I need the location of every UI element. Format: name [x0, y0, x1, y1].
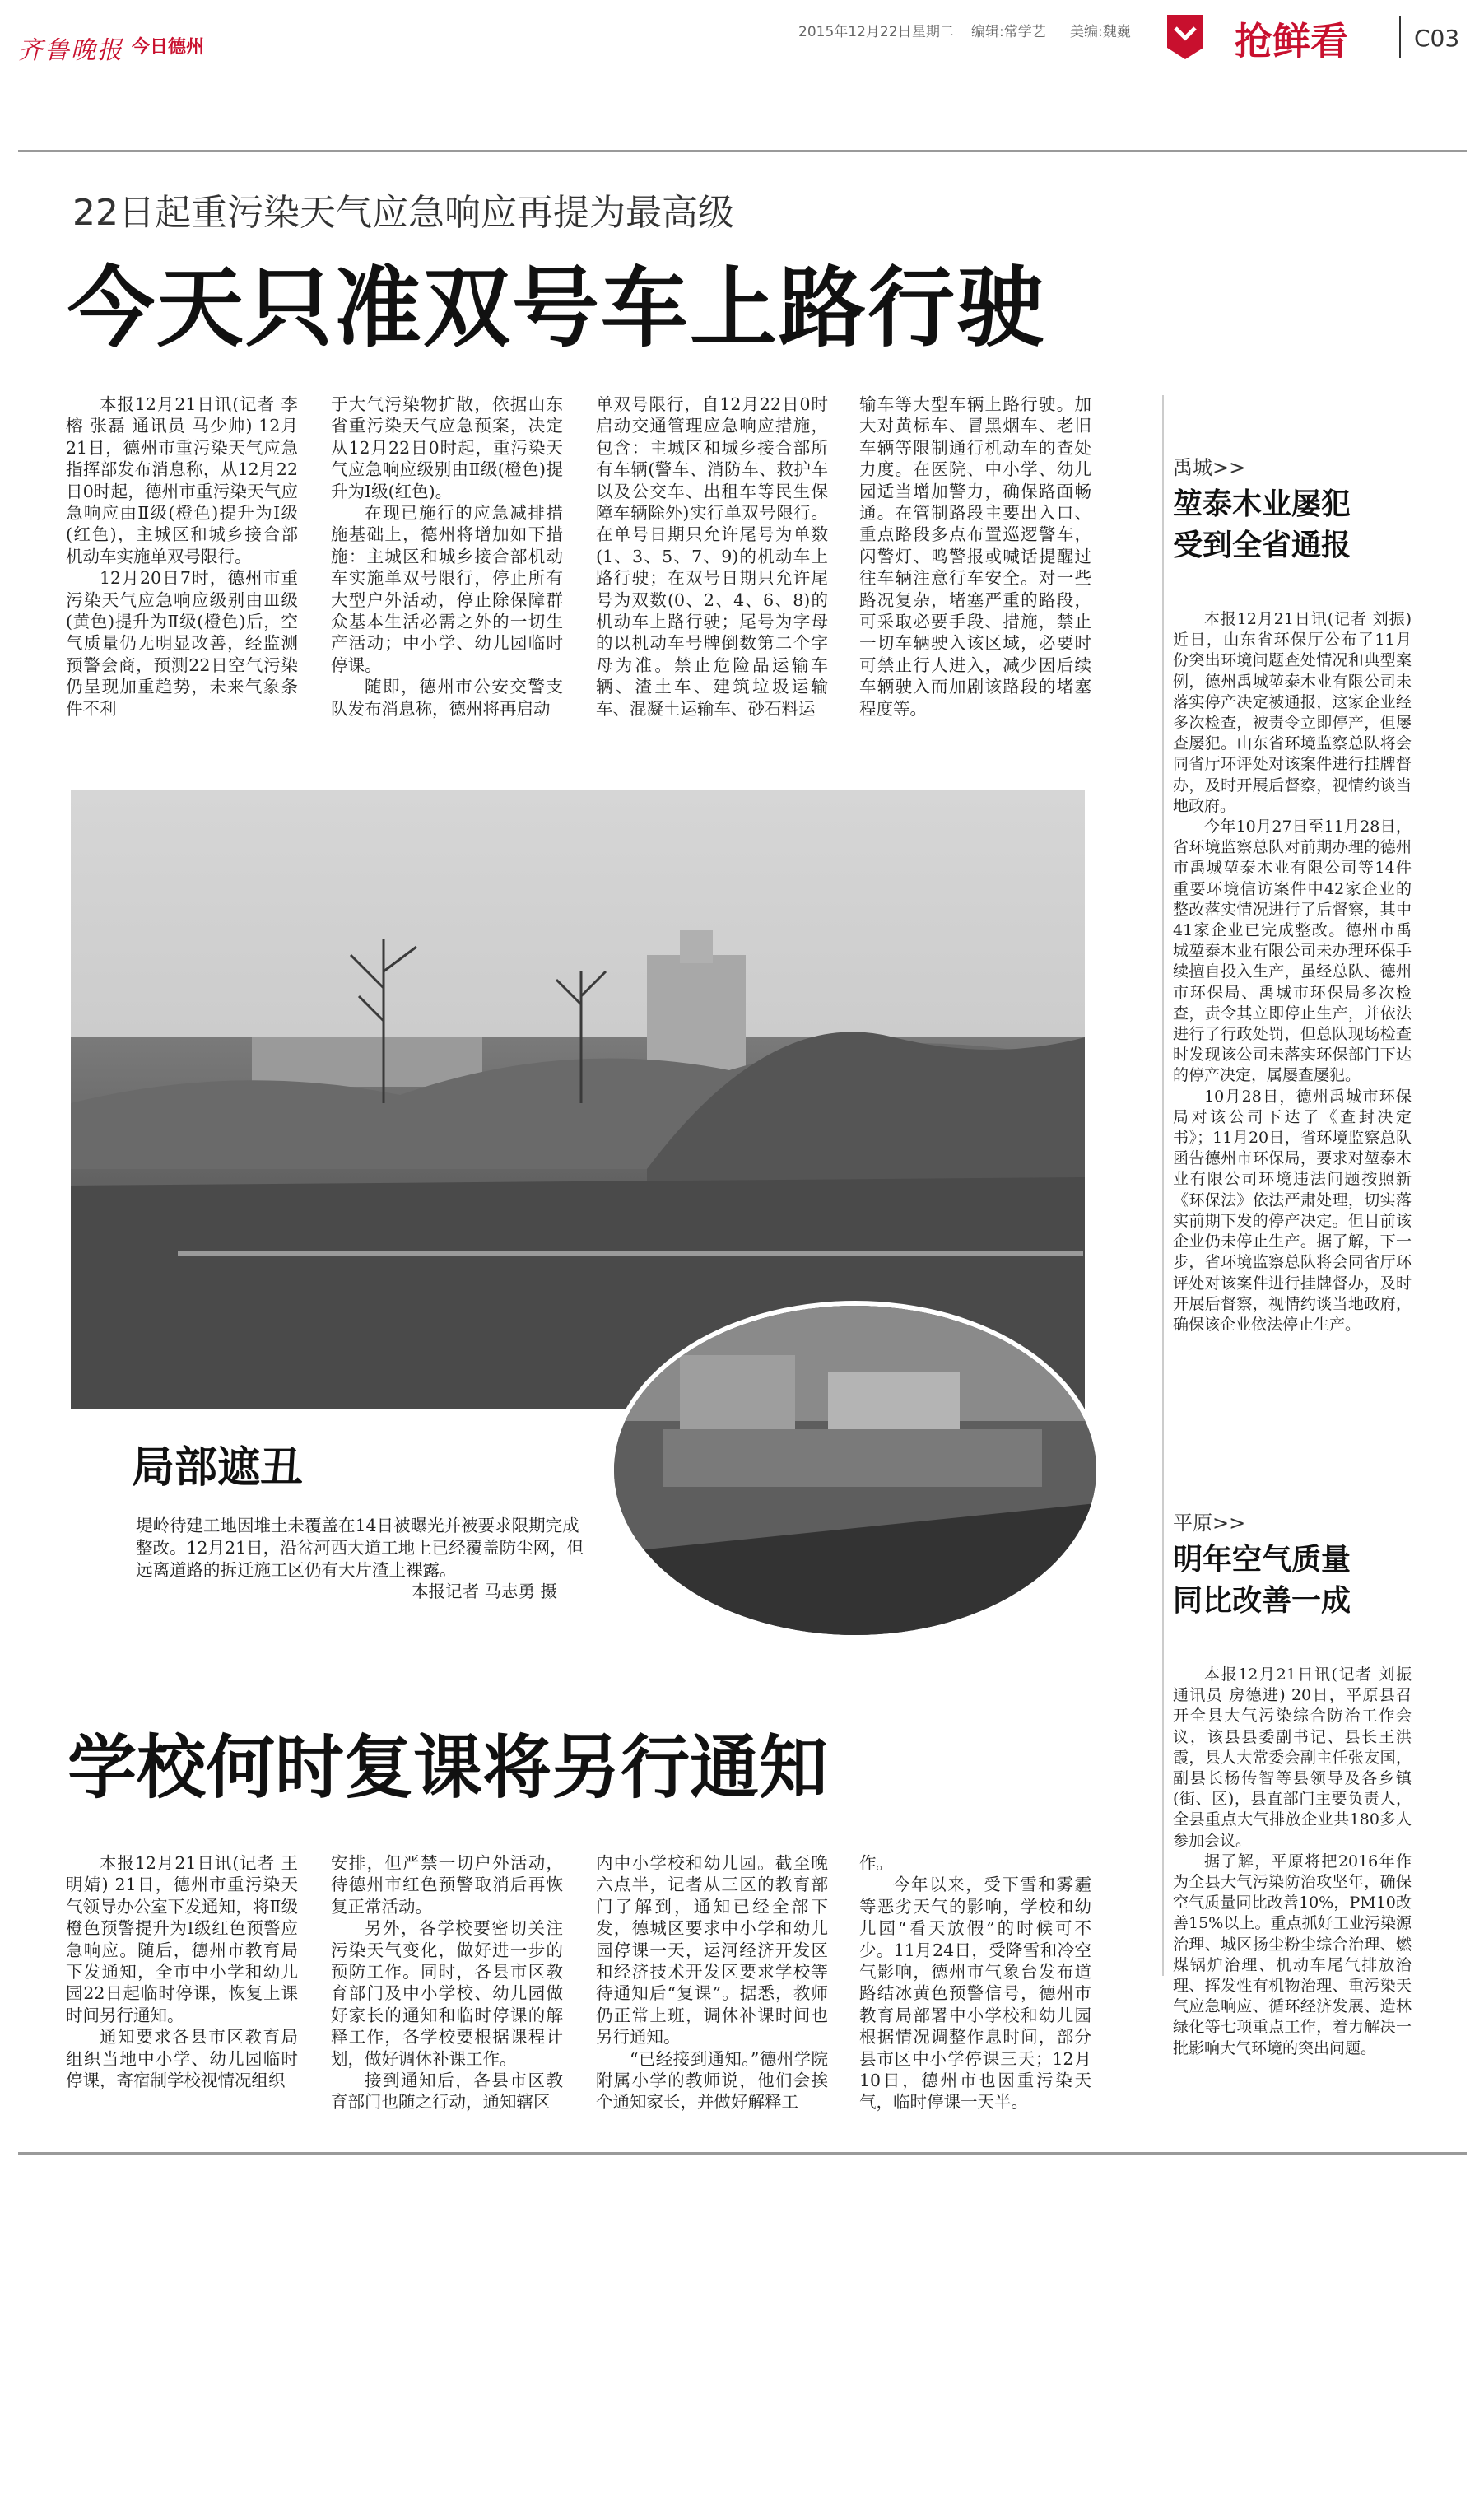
sidebar1-para: 本报12月21日讯(记者 刘振) 近日，山东省环保厅公布了11月份突出环境问题查处情况和典型案例，德州禹城堃泰木业有限公司未落实停产决定被通报，这家企业经多次检查，被责令立即停产，但屡查屡犯。山东省环境监察总队将会同省厅环评处对该案件进行挂牌督办，及时开展后督察，视情约谈当地政府。 — [1173, 610, 1412, 815]
second-headline: 学校何时复课将另行通知 — [67, 1727, 829, 1808]
second-col1-para: 通知要求各县市区教育局组织当地中小学、幼儿园临时停课，寄宿制学校视情况组织 — [66, 2027, 298, 2091]
lead-column-4 — [859, 394, 1091, 720]
masthead-rule — [18, 150, 1467, 152]
sidebar2-title — [1173, 1540, 1351, 1622]
second-col1-para: 本报12月21日讯(记者 王明婧) 21日，德州市重污染天气领导办公室下发通知，将Ⅱ级橙色预警提升为Ⅰ级红色预警应急响应。随后，德州市教育局下发通知，全市中小学和幼儿园22日起临时停课，恢复上课时间另行通知。 — [66, 1853, 298, 2025]
sidebar1-para: 今年10月27日至11月28日，省环境监察总队对前期办理的德州市禹城堃泰木业有限公司等14件重要环境信访案件中42家企业的整改落实情况进行了后督察，其中41家企业已完成整改。德州市禹城堃泰木业有限公司未办理环保手续擅自投入生产，虽经总队、德州市环保局、禹城市环保局多次检查，责令其立即停止生产，并依法进行了行政处罚，但总队现场检查时发现该公司未落实环保部门下达的停产决定，属屡查屡犯。 — [1173, 818, 1412, 1085]
sidebar1-region: 禹城>> — [1173, 456, 1246, 479]
second-col3-para: 内中小学校和幼儿园。截至晚六点半，记者从三区的教育部门了解到，通知已经全部下发，德城区要求中小学和幼儿园停课一天，运河经济开发区和经济技术开发区要求学校等待通知后“复课”。据悉，教师仍正常上班，调休补课时间也另行通知。 — [596, 1853, 828, 2047]
page-number: C03 — [1414, 25, 1460, 52]
second-col2-para: 接到通知后，各县市区教育部门也随之行动，通知辖区 — [331, 2071, 563, 2113]
sidebar2-body — [1173, 1665, 1412, 2059]
sidebar2-para: 据了解，平原将把2016年作为全县大气污染防治攻坚年，确保空气质量同比改善10%，PM10改善15%以上。重点抓好工业污染源治理、城区扬尘粉尘综合治理、燃煤锅炉治理、机动车尾气排放治理、挥发性有机物治理、重污染天气应急响应、循环经济发展、造林绿化等七项重点工作，着力解决一批影响大气环境的突出问题。 — [1173, 1852, 1412, 2057]
lead-column-2 — [331, 394, 563, 720]
section-tag-icon — [1167, 15, 1203, 59]
lead-col2-para: 于大气污染物扩散，依据山东省重污染天气应急预案，决定从12月22日0时起，重污染天气应急响应级别由Ⅱ级(橙色)提升为Ⅰ级(红色)。 — [331, 394, 563, 501]
second-col3-para: “已经接到通知。”德州学院附属小学的教师说，他们会挨个通知家长，并做好解释工 — [596, 2048, 828, 2113]
photo-caption: 堤岭待建工地因堆土未覆盖在14日被曝光并被要求限期完成整改。12月21日，沿岔河西大道工地上已经覆盖防尘网，但远离道路的拆迁施工区仍有大片渣土裸露。 — [136, 1516, 584, 1580]
masthead — [0, 0, 1484, 99]
designer-credit: 美编:魏巍 — [1070, 24, 1131, 40]
bottom-rule — [18, 2152, 1467, 2155]
issue-weekday: 星期二 — [912, 24, 954, 40]
sidebar2-region: 平原>> — [1173, 1512, 1246, 1535]
lead-headline: 今天只准双号车上路行驶 — [67, 258, 1045, 359]
newspaper-logo: 齐鲁晚报 — [18, 36, 123, 65]
issue-date: 2015年12月22日 — [798, 24, 912, 40]
second-column-1 — [66, 1852, 298, 2091]
photo-title: 局部遮丑 — [132, 1443, 304, 1493]
second-column-2 — [331, 1852, 563, 2113]
sidebar1-title — [1173, 484, 1351, 566]
sidebar1-body — [1173, 609, 1412, 1335]
second-col4-para: 今年以来，受下雪和雾霾等恶劣天气的影响，学校和幼儿园“看天放假”的时候可不少。11月24日，受降雪和冷空气影响，德州市气象台发布道路结冰黄色预警信号，德州市教育局部署中小学校和幼儿园根据情况调整作息时间，部分县市区中小学停课三天；12月10日，德州市也因重污染天气，临时停课一天半。 — [859, 1875, 1091, 2113]
edition-name: 今日德州 — [132, 37, 205, 58]
sidebar2-para: 本报12月21日讯(记者 刘振 通讯员 房德进) 20日，平原县召开全县大气污染综合防治工作会议，该县县委副书记、县长王洪霞，县人大常委会副主任张友国，副县长杨传智等县领导及各乡镇(街、区)，县直部门主要负责人，全县重点大气排放企业共180多人参加会议。 — [1173, 1665, 1412, 1850]
second-col4-para: 作。 — [859, 1853, 893, 1873]
second-col2-para: 另外，各学校要密切关注污染天气变化，做好进一步的预防工作。同时，各县市区教育部门及中小学校、幼儿园做好家长的通知和临时停课的解释工作，各学校要根据课程计划，做好调休补课工作。 — [331, 1918, 563, 2069]
lead-kicker: 22日起重污染天气应急响应再提为最高级 — [72, 192, 734, 234]
sidebar1-para: 10月28日，德州禹城市环保局对该公司下达了《查封决定书》；11月20日，省环境监察总队函告德州市环保局，要求对堃泰木业有限公司环境违法问题按照新《环保法》依法严肃处理，切实落实前期下发的停产决定。但目前该企业仍未停止生产。据了解，下一步，省环境监察总队将会同省厅环评处对该案件进行挂牌督办，及时开展后督察，视情约谈当地政府，确保该企业依法停止生产。 — [1173, 1087, 1412, 1334]
lead-col2-para: 随即，德州市公安交警支队发布消息称，德州将再启动 — [331, 677, 563, 719]
sidebar1-title-line: 堃泰木业屡犯 — [1173, 487, 1351, 521]
sidebar2-title-line: 同比改善一成 — [1173, 1584, 1351, 1618]
editor-credit: 编辑:常学艺 — [971, 24, 1046, 40]
lead-column-3 — [596, 394, 828, 720]
photo-inset — [609, 1301, 1101, 1640]
lead-column-1 — [66, 394, 298, 720]
sidebar-rule — [1162, 395, 1164, 1976]
photo-credit: 本报记者 马志勇 摄 — [412, 1582, 558, 1601]
lead-col4-para: 输车等大型车辆上路行驶。加大对黄标车、冒黑烟车、老旧车辆等限制通行机动车的查处力度。在医院、中小学、幼儿园适当增加警力，确保路面畅通。在管制路段主要出入口、重点路段多点布置巡逻警车，闪警灯、鸣警报或喊话提醒过往车辆注意行车安全。对一些路况复杂，堵塞严重的路段，可采取必要手段、措施，禁止一切车辆驶入该区域，必要时可禁止行人进入，减少因后续车辆驶入而加剧该路段的堵塞程度等。 — [859, 394, 1091, 719]
lead-col1-para: 12月20日7时，德州市重污染天气应急响应级别由Ⅲ级(黄色)提升为Ⅱ级(橙色)后，空气质量仍无明显改善，经监测预警会商，预测22日空气污染仍呈现加重趋势，未来气象条件不利 — [66, 568, 298, 719]
second-col2-para: 安排，但严禁一切户外活动，待德州市红色预警取消后再恢复正常活动。 — [331, 1853, 563, 1917]
lead-col3-para: 单双号限行，自12月22日0时启动交通管理应急响应措施，包含：主城区和城乡接合部所有车辆(警车、消防车、救护车以及公交车、出租车等民生保障车辆除外)实行单双号限行。在单号日期只允许尾号为单数(1、3、5、7、9)的机动车上路行驶；在双号日期只允许尾号为双数(0、2、4、6、8)的机动车上路行驶；尾号为字母的以机动车号牌倒数第二个字母为准。禁止危险品运输车辆、渣土车、建筑垃圾运输车、混凝土运输车、砂石料运 — [596, 394, 828, 719]
sidebar1-title-line: 受到全省通报 — [1173, 529, 1351, 562]
section-tag: 抢鲜看 — [1235, 19, 1348, 63]
lead-col1-para: 本报12月21日讯(记者 李榕 张磊 通讯员 马少帅) 12月21日，德州市重污染天气应急指挥部发布消息称，从12月22日0时起，德州市重污染天气应急响应由Ⅱ级(橙色)提升为Ⅰ级(红色)，主城区和城乡接合部机动车实施单双号限行。 — [66, 394, 298, 566]
lead-col2-para: 在现已施行的应急减排措施基础上，德州将增加如下措施：主城区和城乡接合部机动车实施单双号限行，停止所有大型户外活动，停止除保障群众基本生活必需之外的一切生产活动；中小学、幼儿园临时停课。 — [331, 503, 563, 675]
second-column-4 — [859, 1852, 1091, 2113]
second-column-3 — [596, 1852, 828, 2113]
sidebar2-title-line: 明年空气质量 — [1173, 1543, 1351, 1577]
header-divider — [1399, 16, 1401, 58]
